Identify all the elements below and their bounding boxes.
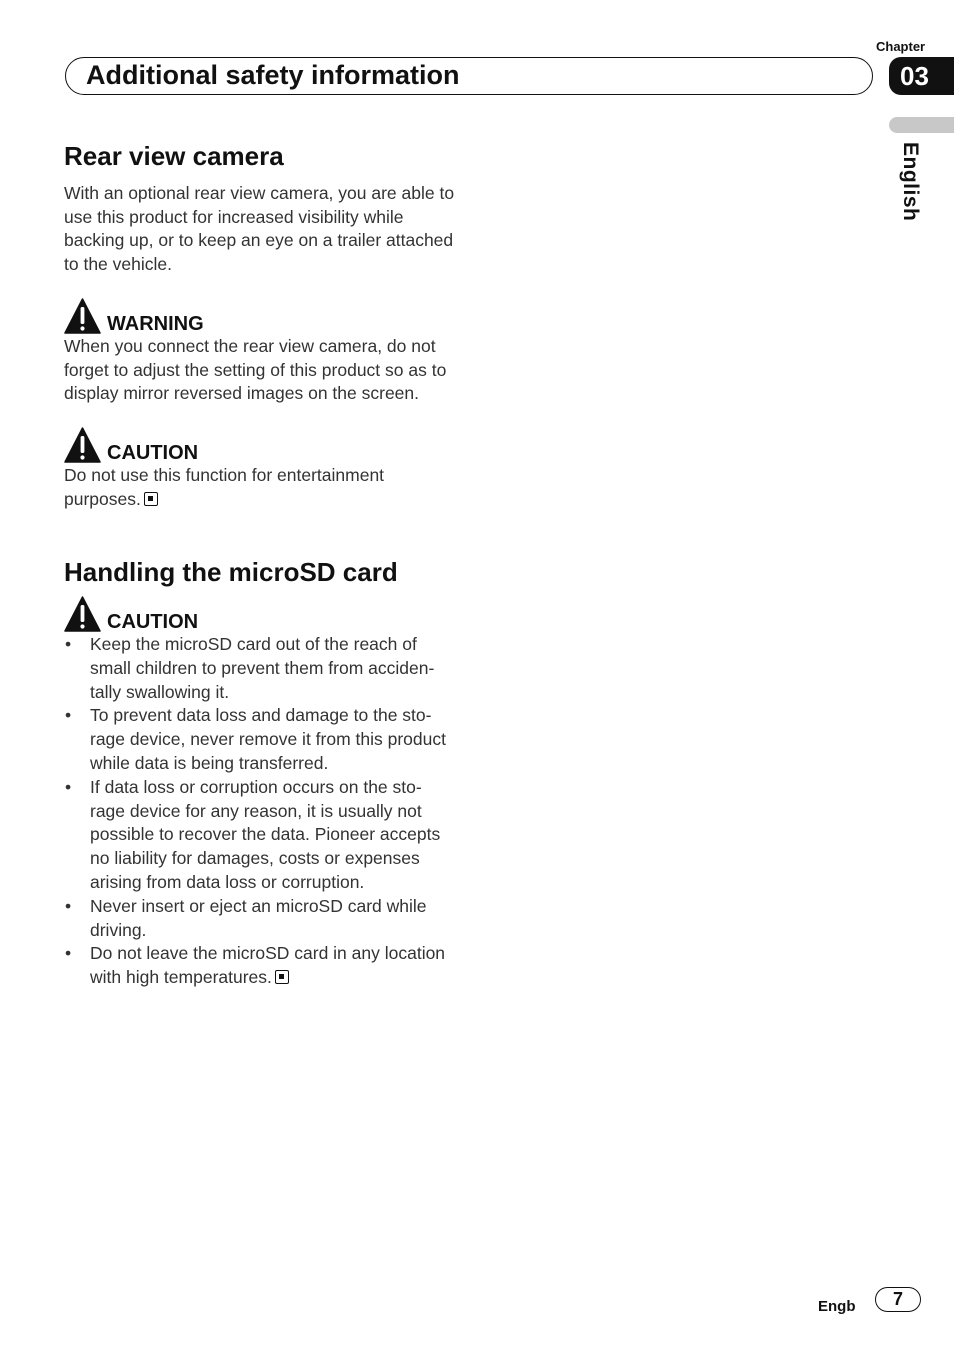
warning-triangle-icon bbox=[64, 298, 101, 334]
list-item-text: Do not leave the microSD card in any location with high temperatures. bbox=[90, 943, 446, 988]
chapter-number-tab: 03 bbox=[889, 57, 954, 95]
warning-triangle-icon bbox=[64, 427, 101, 463]
rear-camera-intro: With an optional rear view camera, you are able to use this product for increased visibility while backing up, or to keep an eye on a trailer attached to the vehicle. bbox=[64, 183, 455, 274]
warning-triangle-icon bbox=[64, 596, 101, 632]
warning-label: WARNING bbox=[107, 313, 204, 335]
end-mark-icon bbox=[275, 970, 289, 984]
caution-text: Do not use this function for entertainment purposes. bbox=[64, 465, 385, 509]
caution-label: CAUTION bbox=[107, 442, 199, 464]
language-tab bbox=[889, 117, 954, 133]
caution-label: CAUTION bbox=[107, 611, 199, 633]
chapter-label: Chapter bbox=[876, 39, 926, 54]
chapter-header bbox=[65, 57, 873, 95]
list-item bbox=[64, 942, 456, 990]
page-number: 7 bbox=[875, 1287, 921, 1312]
section-heading-rear-view-camera: Rear view camera bbox=[64, 141, 284, 171]
chapter-title: Additional safety information bbox=[86, 60, 460, 90]
caution-text-rear-camera bbox=[64, 464, 456, 511]
caution-notice-rear-camera bbox=[64, 423, 198, 463]
list-item: • To prevent data loss and damage to the sto-rage device, never remove it from this product while data is being transferred. bbox=[64, 704, 456, 775]
caution-notice-microsd bbox=[64, 592, 198, 632]
section-heading-microsd: Handling the microSD card bbox=[64, 557, 398, 587]
list-item: • If data loss or corruption occurs on the sto-rage device for any reason, it is usually not possible to recover the data. Pioneer accepts no liability for damages, costs or expenses arising from data loss or corruption. bbox=[64, 776, 456, 895]
language-label: English bbox=[899, 142, 922, 222]
list-item: • Never insert or eject an microSD card while driving. bbox=[64, 895, 456, 943]
warning-notice bbox=[64, 294, 204, 334]
end-mark-icon bbox=[144, 492, 158, 506]
locale-code: Engb bbox=[818, 1298, 856, 1315]
microsd-caution-list bbox=[64, 633, 456, 990]
warning-text: When you connect the rear view camera, do not forget to adjust the setting of this product so as to display mirror reversed images on the screen. bbox=[64, 336, 447, 404]
list-item: • Keep the microSD card out of the reach of small children to prevent them from acciden-tally swallowing it. bbox=[64, 633, 456, 704]
